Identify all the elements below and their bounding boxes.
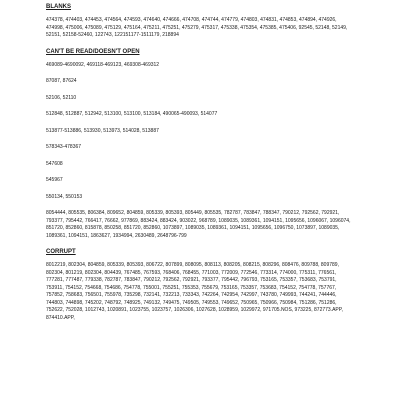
- section-blanks: [46, 4, 354, 40]
- id-list-paragraph: 545967: [46, 177, 63, 183]
- section-cant-be-read: [46, 49, 354, 241]
- id-list-paragraph: 512848, 512887, 512942, 513100, 513100, 513184, 490065-490093, 514077: [46, 111, 218, 117]
- id-list-paragraph: 547608: [46, 160, 63, 167]
- id-list-paragraph: 550134, 550153: [46, 193, 83, 200]
- section-heading: BLANKS: [46, 4, 71, 10]
- id-list-paragraph: 474378, 474403, 474453, 474564, 474593, 474640, 474666, 474708, 474744, 474779, 474803, 474831, 474853, 474894, 474926, 474998, 475006, 475089, 475129, 475164, 475211, 475251, 475279, 475317, 475338, 475354, 475385, 475406, 92545, 52148, 52149, 52151, 52158-52460, 122743, 122151177-1511179, 218894: [46, 17, 348, 38]
- section-corrupt: [46, 249, 354, 322]
- id-list-paragraph: 8012219, 802304, 804859, 805339, 805393, 806722, 807899, 808095, 808113, 808205, 808215, 808296, 808476, 809788, 809789, 802304, 801219, 802304, 804439, 767485, 767593, 768406, 768455, 771003, 772009, 772546, 773314, 774000, 775311, 776561, 777281, 777487, 779338, 782787, 783847, 790212, 792562, 792921, 793377, 795442, 796793, 753165, 753357, 753683, 753791, 753911, 754152, 754668, 754686, 754778, 755001, 755251, 755353, 755679, 753165, 753357, 753683, 754152, 754778, 757767, 757852, 758683, 756501, 755978, 735298, 732141, 732213, 733343, 742264, 742954, 742997, 743780, 749993, 744241, 744446, 744803, 744898, 745202, 748792, 748925, 749132, 749475, 749505, 749553, 749652, 750965, 750966, 750984, 751286, 751286, 752622, 752028, 1012743, 1020891, 1023755, 1023757, 1026306, 1027628, 1028959, 1029972, 971705.NOS, 973225, 872773.APP, 874410.APP,: [46, 262, 343, 321]
- id-list-paragraph: 469089-4690092, 469118-469123, 469308-469312: [46, 61, 160, 68]
- id-list-paragraph: 8054444, 805535, 806384, 809652, 804859, 805339, 805393, 805449, 805535, 782787, 783847, 788347, 790212, 792562, 792921, 793377, 795442, 766417, 76662, 977869, 883424, 883424, 903022, 968789, 1089035, 1089361, 1094151, 1095656, 1096067, 1096074, 851720, 852860, 815878, 850258, 851720, 852860, 1073897, 1089035, 1089361, 1094151, 1095656, 1096750, 1073897, 1089035, 1089361, 1094151, 1863627, 1934994, 2630489, 2648796-799: [46, 210, 351, 239]
- id-list-paragraph: 513877-513886, 513930, 513973, 514028, 513887: [46, 127, 159, 134]
- section-heading: CAN'T BE READ/DOESN'T OPEN: [46, 48, 140, 55]
- section-heading: CORRUPT: [46, 249, 76, 255]
- id-list-paragraph: 52106, 52110: [46, 94, 77, 101]
- id-list-paragraph: 87087, 87624: [46, 78, 77, 84]
- id-list-paragraph: 578343-478367: [46, 144, 82, 150]
